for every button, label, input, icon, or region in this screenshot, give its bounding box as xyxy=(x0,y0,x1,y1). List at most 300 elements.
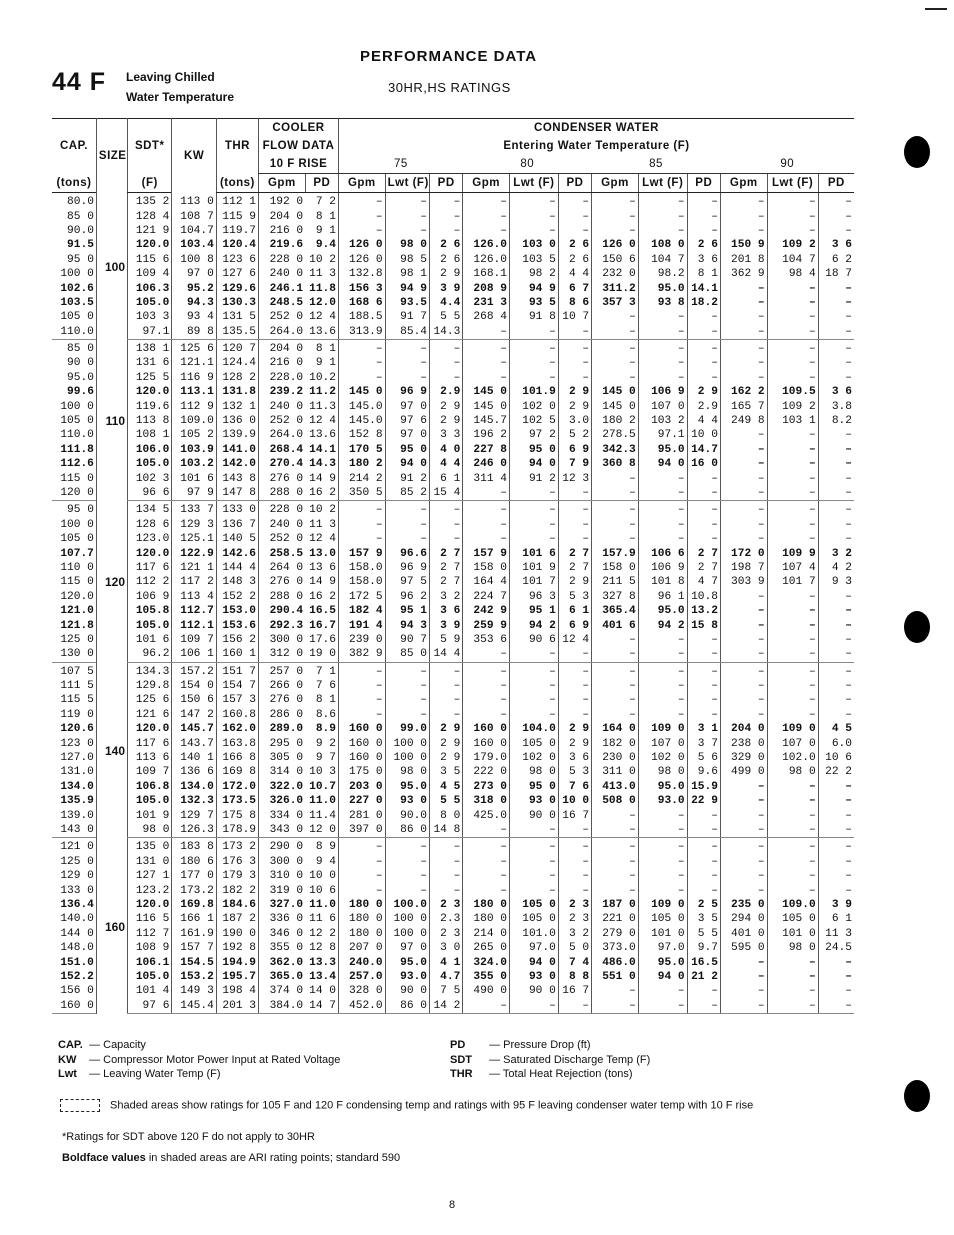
table-cell: 595 0 xyxy=(720,941,767,955)
table-cell: 180 6 xyxy=(172,855,216,869)
table-cell: 11 3 xyxy=(818,927,854,941)
temp-85-header: 85 xyxy=(592,155,721,174)
table-cell: 2 6 xyxy=(558,238,591,252)
table-row xyxy=(52,808,854,822)
table-cell: – xyxy=(338,356,385,370)
table-cell: – xyxy=(767,325,818,340)
table-cell: – xyxy=(687,325,720,340)
temp-80-header: 80 xyxy=(463,155,592,174)
table-cell: 248.5 xyxy=(259,296,306,310)
table-cell: 2 6 xyxy=(430,253,463,267)
table-cell: 5 9 xyxy=(430,633,463,647)
table-cell: 8 1 xyxy=(315,343,336,356)
table-cell: 13.0 xyxy=(309,547,336,560)
table-cell: 240.0 xyxy=(338,955,385,969)
table-cell: 4 5 xyxy=(430,780,463,794)
table-cell: – xyxy=(767,457,818,471)
table-cell: 94 2 xyxy=(509,618,558,632)
table-cell: 101 6 xyxy=(509,546,558,560)
table-cell: 98 2 xyxy=(509,267,558,281)
table-cell: 102 3 xyxy=(128,471,172,485)
table-row xyxy=(52,970,854,984)
table-cell: 3 6 xyxy=(818,385,854,399)
table-cell: – xyxy=(430,501,463,518)
table-cell: – xyxy=(558,838,591,855)
table-cell: 8.9 xyxy=(315,723,336,736)
table-cell: – xyxy=(818,296,854,310)
table-cell: – xyxy=(818,281,854,295)
table-cell: 182 2 xyxy=(216,883,258,897)
table-row xyxy=(52,662,854,679)
table-cell: 12 0 xyxy=(305,823,338,838)
table-cell: 109 4 xyxy=(128,267,172,281)
table-cell: 343 0 xyxy=(259,823,306,838)
table-cell: 401 0 xyxy=(720,927,767,941)
table-cell: 177 0 xyxy=(172,869,216,883)
table-cell: 93 0 xyxy=(385,794,429,808)
table-cell: 98.2 xyxy=(638,267,687,281)
table-cell: 158 0 xyxy=(463,561,510,575)
table-cell: 103 3 xyxy=(128,310,172,324)
table-cell: – xyxy=(338,209,385,223)
table-cell: – xyxy=(767,662,818,679)
table-cell: 7 9 xyxy=(558,457,591,471)
table-cell: – xyxy=(638,647,687,662)
table-row xyxy=(52,471,854,485)
table-cell: 115 0 xyxy=(60,576,94,589)
table-cell: – xyxy=(638,869,687,883)
table-cell: – xyxy=(767,371,818,385)
table-cell: – xyxy=(638,532,687,546)
table-cell: 97 0 xyxy=(385,428,429,442)
table-cell: – xyxy=(430,838,463,855)
table-cell: – xyxy=(720,457,767,471)
table-cell: 107.7 xyxy=(60,547,94,560)
table-cell: – xyxy=(720,501,767,518)
table-cell: – xyxy=(385,679,429,693)
table-cell: – xyxy=(687,532,720,546)
table-cell: 164 4 xyxy=(463,575,510,589)
table-cell: 102 0 xyxy=(638,751,687,765)
table-cell: – xyxy=(720,281,767,295)
table-cell: 173.2 xyxy=(172,883,216,897)
table-cell: – xyxy=(509,823,558,838)
table-cell: – xyxy=(818,998,854,1013)
table-cell: – xyxy=(463,647,510,662)
table-cell: 103 5 xyxy=(509,253,558,267)
table-cell: 2.3 xyxy=(430,912,463,926)
table-cell: 266 0 xyxy=(259,679,306,693)
pd-80-header: PD xyxy=(558,174,591,193)
table-cell: 2 9 xyxy=(430,267,463,281)
table-cell: 2 3 xyxy=(558,898,591,912)
table-cell: 240 0 xyxy=(259,518,306,532)
table-cell: 95 0 xyxy=(67,253,94,266)
table-cell: 128 4 xyxy=(128,209,172,223)
table-cell: 8 1 xyxy=(687,267,720,281)
table-cell: – xyxy=(818,310,854,324)
leaving-temp-label: 44 F xyxy=(52,68,107,96)
table-cell: – xyxy=(818,855,854,869)
legend-item xyxy=(58,1067,340,1082)
table-cell: – xyxy=(430,883,463,897)
table-cell: – xyxy=(767,808,818,822)
table-cell: – xyxy=(638,823,687,838)
table-cell: 14 8 xyxy=(430,823,463,838)
table-cell: 365.0 xyxy=(259,970,306,984)
table-cell: 11.2 xyxy=(309,386,336,399)
table-row xyxy=(52,414,854,428)
table-cell: – xyxy=(463,209,510,223)
table-cell: 108 1 xyxy=(128,428,172,442)
table-cell: 9.4 xyxy=(315,239,336,252)
legend-item xyxy=(450,1067,650,1082)
table-cell: – xyxy=(463,501,510,518)
table-cell: – xyxy=(767,501,818,518)
table-cell: – xyxy=(720,618,767,632)
table-cell: 96.6 xyxy=(385,546,429,560)
page-number: 8 xyxy=(449,1199,456,1211)
table-cell: 157.2 xyxy=(172,662,216,679)
table-cell: 127 1 xyxy=(128,869,172,883)
table-cell: – xyxy=(509,883,558,897)
table-cell: 98 4 xyxy=(767,267,818,281)
size-group-160 xyxy=(52,838,854,1014)
table-cell: 276 0 xyxy=(259,471,306,485)
table-cell: 2 9 xyxy=(558,399,591,413)
table-cell: 179.0 xyxy=(463,751,510,765)
table-cell: 318 0 xyxy=(463,794,510,808)
table-cell: 4.4 xyxy=(430,296,463,310)
lwt-85-header: Lwt (F) xyxy=(638,174,687,193)
table-cell: – xyxy=(430,224,463,238)
table-cell: 178.9 xyxy=(216,823,258,838)
leaving-temp-caption xyxy=(126,67,234,107)
table-cell: 107 0 xyxy=(638,736,687,750)
table-cell: 156 3 xyxy=(338,281,385,295)
table-cell: 192 8 xyxy=(216,941,258,955)
table-cell: 134.0 xyxy=(60,780,94,793)
table-cell: 120.0 xyxy=(128,238,172,252)
table-cell: 4 0 xyxy=(430,443,463,457)
table-cell: – xyxy=(687,339,720,356)
table-cell: – xyxy=(385,371,429,385)
table-cell: – xyxy=(818,428,854,442)
gpm-75-header: Gpm xyxy=(338,174,385,193)
table-cell: 126.0 xyxy=(463,253,510,267)
table-cell: 5 0 xyxy=(558,941,591,955)
table-cell: 2 6 xyxy=(430,238,463,252)
table-cell: – xyxy=(767,679,818,693)
table-cell: – xyxy=(720,679,767,693)
table-cell: 18 7 xyxy=(818,267,854,281)
table-cell: 238 0 xyxy=(720,736,767,750)
table-cell: 123.0 xyxy=(128,532,172,546)
table-cell: 3.0 xyxy=(558,414,591,428)
table-cell: – xyxy=(509,855,558,869)
table-cell: 113 0 xyxy=(172,193,216,210)
table-cell: 98 1 xyxy=(385,267,429,281)
table-cell: 94 0 xyxy=(385,457,429,471)
table-cell: 115 9 xyxy=(216,209,258,223)
table-cell: 145 0 xyxy=(338,385,385,399)
table-cell: 2 9 xyxy=(558,722,591,736)
table-cell: – xyxy=(687,471,720,485)
table-cell: 8 6 xyxy=(558,296,591,310)
table-row xyxy=(52,486,854,501)
table-cell: 109 7 xyxy=(128,765,172,779)
table-cell: 314 0 xyxy=(259,765,306,779)
table-cell: – xyxy=(767,970,818,984)
table-cell: 150 6 xyxy=(172,693,216,707)
table-cell: 246.1 xyxy=(259,281,306,295)
table-cell: – xyxy=(767,310,818,324)
table-cell: 3 2 xyxy=(558,927,591,941)
table-cell: – xyxy=(558,371,591,385)
col-sdt: SDT* xyxy=(128,119,172,174)
table-cell: – xyxy=(687,633,720,647)
table-cell: – xyxy=(463,224,510,238)
boldface-rest: in shaded areas are ARI rating points; standard 590 xyxy=(145,1152,401,1164)
table-cell: 122.9 xyxy=(172,546,216,560)
table-row xyxy=(52,898,854,912)
table-cell: 145 0 xyxy=(592,399,639,413)
table-cell: 11.4 xyxy=(309,809,336,822)
table-cell: 190 0 xyxy=(216,927,258,941)
table-cell: – xyxy=(720,838,767,855)
table-cell: 201 3 xyxy=(216,998,258,1013)
legend-abbr: SDT xyxy=(450,1053,472,1066)
table-cell: – xyxy=(509,693,558,707)
table-row xyxy=(52,984,854,998)
table-cell: 131.8 xyxy=(216,385,258,399)
table-cell: – xyxy=(687,998,720,1013)
table-cell: – xyxy=(720,662,767,679)
table-cell: 8 9 xyxy=(315,841,336,854)
table-cell: 2.9 xyxy=(430,385,463,399)
table-cell: 108 9 xyxy=(128,941,172,955)
table-cell: – xyxy=(767,955,818,969)
table-cell: 145 0 xyxy=(592,385,639,399)
table-cell: 145 0 xyxy=(463,385,510,399)
table-cell: 140 5 xyxy=(216,532,258,546)
table-cell: 165 7 xyxy=(720,399,767,413)
size-cell: 100 xyxy=(96,193,127,340)
table-cell: 2 9 xyxy=(430,722,463,736)
table-cell: – xyxy=(463,486,510,501)
table-cell: – xyxy=(592,518,639,532)
table-cell: 14.3 xyxy=(309,458,336,471)
table-cell: 12 4 xyxy=(309,533,336,546)
table-cell: 152 2 xyxy=(216,590,258,604)
table-cell: – xyxy=(687,808,720,822)
table-cell: – xyxy=(558,708,591,722)
table-cell: 95.2 xyxy=(172,281,216,295)
table-cell: 10 6 xyxy=(818,751,854,765)
table-cell: 8 8 xyxy=(558,970,591,984)
table-cell: – xyxy=(385,356,429,370)
table-cell: 108 0 xyxy=(638,238,687,252)
table-cell: – xyxy=(463,325,510,340)
table-cell: 3 9 xyxy=(430,618,463,632)
table-cell: – xyxy=(463,679,510,693)
cap-unit: (tons) xyxy=(52,174,96,193)
table-cell: – xyxy=(558,647,591,662)
table-cell: 93 8 xyxy=(638,296,687,310)
table-cell: 128 2 xyxy=(216,371,258,385)
table-cell: 242 9 xyxy=(463,604,510,618)
table-cell: 90 0 xyxy=(67,357,94,370)
table-cell: 9.6 xyxy=(687,765,720,779)
table-cell: 216 0 xyxy=(259,224,306,238)
table-cell: – xyxy=(818,794,854,808)
table-cell: – xyxy=(430,518,463,532)
table-cell: 355 0 xyxy=(259,941,306,955)
table-cell: 143.7 xyxy=(172,736,216,750)
table-cell: 101 7 xyxy=(509,575,558,589)
table-cell: 158 0 xyxy=(592,561,639,575)
table-cell: 106 9 xyxy=(638,561,687,575)
table-cell: 8 1 xyxy=(315,694,336,707)
table-cell: 105 0 xyxy=(509,898,558,912)
thr-unit: (tons) xyxy=(216,174,258,193)
table-cell: 127 6 xyxy=(216,267,258,281)
table-cell: 4 4 xyxy=(430,457,463,471)
table-cell: 154 7 xyxy=(216,679,258,693)
sdt-unit: (F) xyxy=(128,174,172,193)
caption-line-2: Water Temperature xyxy=(126,90,235,104)
table-cell: – xyxy=(385,693,429,707)
table-cell: 105 0 xyxy=(509,912,558,926)
table-cell: 14 4 xyxy=(430,647,463,662)
table-cell: 97 6 xyxy=(128,998,172,1013)
table-cell: – xyxy=(687,209,720,223)
table-cell: 10 0 xyxy=(558,794,591,808)
table-cell: – xyxy=(558,883,591,897)
table-cell: – xyxy=(720,633,767,647)
table-cell: 101 8 xyxy=(638,575,687,589)
table-cell: 172 5 xyxy=(338,590,385,604)
table-cell: 105 0 xyxy=(638,912,687,926)
table-row xyxy=(52,238,854,252)
table-cell: 288 0 xyxy=(259,486,306,501)
table-cell: 160 0 xyxy=(463,722,510,736)
table-row xyxy=(52,193,854,210)
table-cell: – xyxy=(509,501,558,518)
table-cell: 425.0 xyxy=(463,808,510,822)
table-cell: 129.8 xyxy=(128,679,172,693)
table-cell: 203 0 xyxy=(338,780,385,794)
table-cell: – xyxy=(720,883,767,897)
table-row xyxy=(52,296,854,310)
table-row xyxy=(52,838,854,855)
table-cell: 85 2 xyxy=(385,486,429,501)
caption-line-1: Leaving Chilled xyxy=(126,70,215,84)
table-cell: 143 0 xyxy=(52,823,96,838)
table-cell: – xyxy=(767,604,818,618)
table-cell: 107 0 xyxy=(638,399,687,413)
table-cell: 102.0 xyxy=(767,751,818,765)
table-cell: 198 4 xyxy=(216,984,258,998)
table-cell: 194.9 xyxy=(216,955,258,969)
table-cell: – xyxy=(720,823,767,838)
table-cell: – xyxy=(818,339,854,356)
lwt-80-header: Lwt (F) xyxy=(509,174,558,193)
table-cell: – xyxy=(509,193,558,210)
table-cell: – xyxy=(430,662,463,679)
table-cell: 101 9 xyxy=(128,808,172,822)
table-cell: – xyxy=(338,855,385,869)
shaded-area-note xyxy=(60,1099,753,1112)
table-cell: – xyxy=(558,998,591,1013)
table-cell: 102.6 xyxy=(60,282,94,295)
table-cell: – xyxy=(338,501,385,518)
size-cell: 120 xyxy=(96,501,127,662)
table-cell: 124.4 xyxy=(216,356,258,370)
table-cell: 127.0 xyxy=(60,752,94,765)
table-cell: – xyxy=(463,883,510,897)
table-cell: 112 2 xyxy=(128,575,172,589)
table-cell: 2 7 xyxy=(558,546,591,560)
table-cell: 121 6 xyxy=(128,708,172,722)
table-cell: – xyxy=(463,838,510,855)
table-cell: 2 7 xyxy=(430,546,463,560)
table-cell: – xyxy=(592,808,639,822)
table-cell: – xyxy=(509,339,558,356)
table-cell: – xyxy=(638,371,687,385)
table-cell: – xyxy=(592,339,639,356)
table-cell: 147 2 xyxy=(172,708,216,722)
table-cell: 170 5 xyxy=(338,443,385,457)
table-cell: 109.0 xyxy=(767,898,818,912)
table-cell: 95.0 xyxy=(638,281,687,295)
table-row xyxy=(52,794,854,808)
table-cell: 94 9 xyxy=(385,281,429,295)
table-row xyxy=(52,457,854,471)
table-cell: 98 0 xyxy=(509,765,558,779)
table-cell: 120.0 xyxy=(128,722,172,736)
table-cell: – xyxy=(463,371,510,385)
table-cell: 6 1 xyxy=(818,912,854,926)
table-cell: 157 7 xyxy=(172,941,216,955)
table-cell: 290.4 xyxy=(259,604,306,618)
table-cell: 198 7 xyxy=(720,561,767,575)
table-cell: 228 0 xyxy=(259,253,306,267)
table-cell: 102 0 xyxy=(509,399,558,413)
table-cell: 151.0 xyxy=(60,956,94,969)
table-cell: 8 1 xyxy=(315,210,336,223)
table-cell: – xyxy=(687,310,720,324)
table-cell: 93 5 xyxy=(509,296,558,310)
table-cell: 95.0 xyxy=(385,955,429,969)
table-cell: 104.7 xyxy=(172,224,216,238)
table-cell: 21 2 xyxy=(687,970,720,984)
size-group-120 xyxy=(52,501,854,662)
table-cell: 101 6 xyxy=(128,633,172,647)
table-cell: – xyxy=(638,998,687,1013)
table-cell: – xyxy=(720,471,767,485)
table-cell: 91 8 xyxy=(509,310,558,324)
table-cell: 2 7 xyxy=(687,546,720,560)
temp-75-header: 75 xyxy=(338,155,462,174)
table-cell: – xyxy=(720,970,767,984)
table-cell: 103.5 xyxy=(60,296,94,309)
table-cell: – xyxy=(592,501,639,518)
table-cell: 322.0 xyxy=(259,780,306,794)
table-row xyxy=(52,855,854,869)
table-cell: 6.0 xyxy=(818,736,854,750)
table-cell: 97 5 xyxy=(385,575,429,589)
